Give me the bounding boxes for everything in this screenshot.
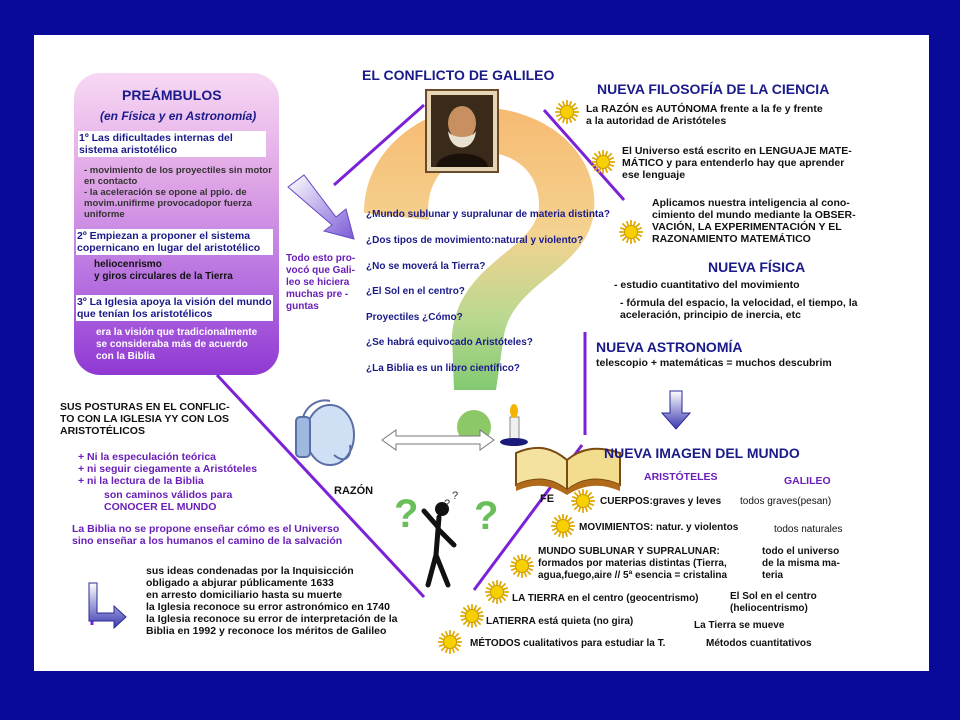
page-title: EL CONFLICTO DE GALILEO (362, 67, 555, 83)
pregunta-item: Proyectiles ¿Cómo? (366, 312, 463, 323)
col-galileo-label: GALILEO (784, 475, 831, 487)
bent-arrow-icon (89, 583, 126, 628)
small-question-icon (444, 490, 458, 510)
imagen-row-galileo: La Tierra se mueve (694, 620, 785, 631)
slide (34, 35, 929, 671)
astronomia-item: telescopio + matemáticas = muchos descubrim (596, 357, 832, 369)
pregunta-item: ¿La Biblia es un libro científico? (366, 363, 520, 374)
pregunta-item: ¿Se habrá equivocado Aristóteles? (366, 337, 533, 348)
filosofia-item: Aplicamos nuestra inteligencia al cono- cimiento del mundo mediante la OBSER- VACIÓN, LA EXPERIMENTACIÓN Y EL RAZONAMIENTO MATEMÁTICO (652, 197, 856, 245)
svg-text:?: ? (474, 494, 499, 538)
posturas-items: + Ni la especulación teórica + ni seguir ciegamente a Aristóteles + ni la lectura de la Biblia (78, 451, 258, 487)
filosofia-item: La RAZÓN es AUTÓNOMA frente a la fe y frente a la autoridad de Aristóteles (586, 103, 823, 127)
imagen-row-galileo: El Sol en el centro (heliocentrismo) (730, 591, 817, 614)
razon-label: RAZÓN (334, 485, 374, 497)
preambulos-heading: PREÁMBULOS (122, 87, 222, 103)
fe-label: FE (540, 493, 555, 505)
posturas-biblia: La Biblia no se propone enseñar cómo es el Universo sino enseñar a los humanos el camino de la salvación (72, 523, 343, 547)
svg-text:?: ? (452, 490, 459, 502)
preambulo-2-title: 2º Empiezan a proponer el sistema copernicano en lugar del aristotélico (76, 229, 273, 255)
imagen-row-aristoteles: LATIERRA está quieta (no gira) (486, 616, 634, 627)
preambulos-panel (74, 73, 279, 375)
imagen-row-galileo: Métodos cuantitativos (706, 638, 812, 649)
fisica-heading: NUEVA FÍSICA (708, 259, 806, 275)
imagen-row-galileo: todos graves(pesan) (740, 496, 832, 507)
imagen-row-aristoteles: CUERPOS:graves y leves (600, 496, 722, 507)
pregunta-item: ¿Mundo sublunar y supralunar de materia distinta? (366, 209, 610, 220)
condena-text: sus ideas condenadas por la Inquisicción obligado a abjurar públicamente 1633 en arresto domiciliario hasta su muerte la Iglesia reconoce su error astronómico en 1740 la Iglesia reconoce su error de interpretación de la Biblia en 1992 y reconoce los méritos de Galileo (146, 565, 398, 637)
todo-esto-text: Todo esto pro- vocó que Gali- leo se hiciera muchas pre - guntas (286, 253, 356, 312)
posturas-conclusion: son caminos válidos para CONOCER EL MUNDO (104, 489, 233, 513)
imagen-row-galileo: todo el universo de la misma ma- teria (762, 546, 840, 581)
imagen-row-aristoteles: MÉTODOS cualitativos para estudiar la T. (470, 638, 666, 649)
diagonal-arrow-icon (288, 175, 354, 239)
filosofia-item: El Universo está escrito en LENGUAJE MATE- MÁTICO y para entenderlo hay que aprender ese lenguaje (622, 145, 852, 181)
down-arrow-icon (662, 391, 690, 429)
pregunta-item: ¿No se moverá la Tierra? (366, 261, 486, 272)
candle-icon (500, 404, 528, 446)
preambulo-3-title: 3º La Iglesia apoya la visión del mundo que tenían los aristotélicos (77, 296, 272, 320)
preambulo-2-body: heliocenrismo y giros circulares de la Tierra (94, 259, 233, 282)
posturas-heading: SUS POSTURAS EN EL CONFLIC- TO CON LA IGLESIA YY CON LOS ARISTOTÉLICOS (60, 401, 230, 437)
svg-text:?: ? (444, 498, 451, 510)
astronomia-heading: NUEVA ASTRONOMÍA (596, 339, 743, 355)
imagen-heading: NUEVA IMAGEN DEL MUNDO (604, 445, 800, 461)
galileo-portrait-icon (426, 90, 498, 172)
col-aristoteles-label: ARISTÓTELES (644, 471, 718, 483)
imagen-row-galileo: todos naturales (774, 524, 843, 535)
imagen-row-aristoteles: MOVIMIENTOS: natur. y violentos (579, 522, 739, 533)
preambulo-1-title: 1º Las dificultades internas del sistema aristotélico (78, 131, 266, 157)
pregunta-item: ¿El Sol en el centro? (366, 286, 465, 297)
preambulo-3-body: era la visión que tradicionalmente se consideraba más de acuerdo con la Biblia (96, 327, 258, 362)
pregunta-item: ¿Dos tipos de movimiento:natural y violento? (366, 235, 584, 246)
fisica-item: - estudio cuantitativo del movimiento (614, 279, 800, 291)
preambulo-1-body: - movimiento de los proyectiles sin motor en contacto - la aceleración se opone al ppio. de movim.unifirme provocadopor fuerza uniforme (84, 165, 272, 220)
svg-text:?: ? (394, 492, 419, 536)
imagen-row-aristoteles: MUNDO SUBLUNAR Y SUPRALUNAR: formados por materias distintas (Tierra, agua,fuego,aire // 5ª esencia = cristalina (538, 546, 728, 581)
imagen-row-aristoteles: LA TIERRA en el centro (geocentrismo) (512, 593, 699, 604)
preambulos-subheading: (en Física y en Astronomía) (100, 109, 257, 123)
fisica-item: - fórmula del espacio, la velocidad, el tiempo, la aceleración, principio de inercia, etc (620, 297, 858, 321)
filosofia-heading: NUEVA FILOSOFÍA DE LA CIENCIA (597, 81, 830, 97)
